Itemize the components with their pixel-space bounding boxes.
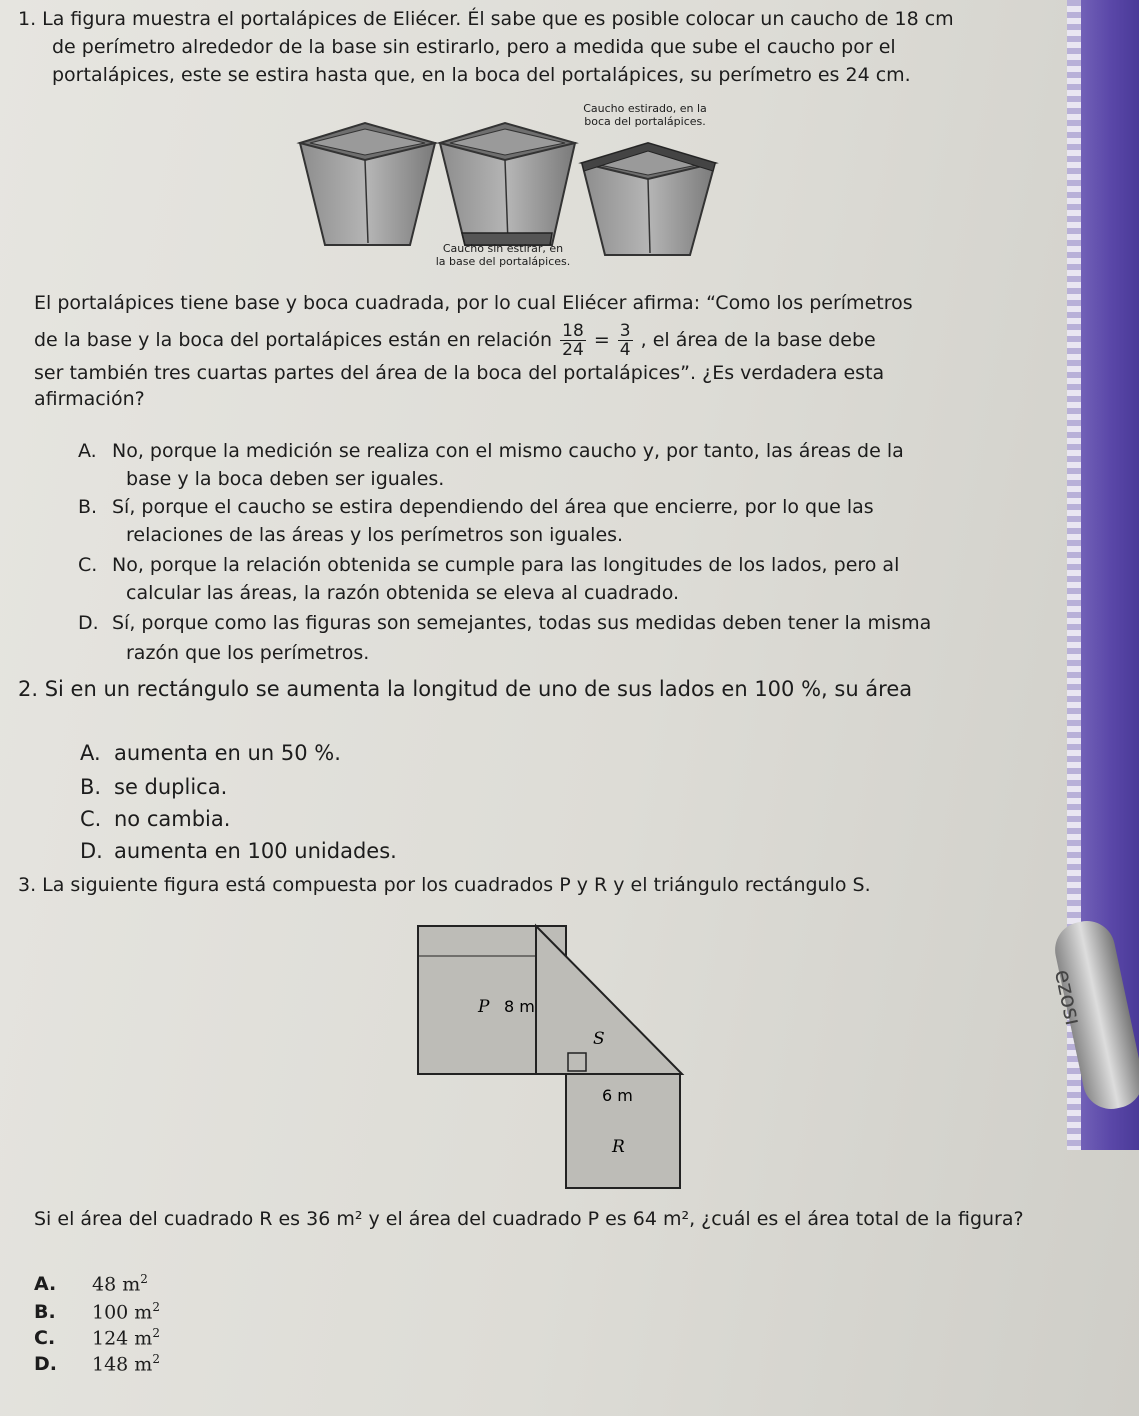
q1-option-a: A. No, porque la medición se realiza con el mismo caucho y, por tanto, las áreas de la [78, 440, 904, 462]
label-s: S [593, 1029, 605, 1049]
caption-stretched-rubber: Caucho estirado, en la boca del portalápices. [583, 102, 707, 128]
q2-stem: 2. Si en un rectángulo se aumenta la longitud de uno de sus lados en 100 %, su área [18, 677, 913, 701]
fraction-3-4: $\frac{3}{4}$ [619, 321, 631, 360]
q1-line-3: portalápices, este se estira hasta que, en la boca del portalápices, su perímetro es 24 cm. [52, 64, 911, 86]
q3-stem: 3. La siguiente figura está compuesta por los cuadrados P y R y el triángulo rectángulo S. [18, 874, 871, 896]
q1-paragraph-4: afirmación? [34, 388, 145, 410]
caption-unstretched-rubber: Caucho sin estirar, en la base del portalápices. [435, 242, 571, 268]
triangle-s [536, 926, 682, 1074]
q1-line-1: 1. La figura muestra el portalápices de Eliécer. Él sabe que es posible colocar un caucho de 18 cm [18, 8, 954, 30]
q3-option-a: A. 48 $m^2$ [34, 1272, 148, 1296]
q3-option-b: B. 100 $m^2$ [34, 1300, 160, 1324]
q1-paragraph-1: El portalápices tiene base y boca cuadrada, por lo cual Eliécer afirma: “Como los perímetros [34, 292, 913, 314]
q1-paragraph-2: de la base y la boca del portalápices están en relación $\frac{18}{24}$ = $\frac{3}{4}$ , el área de la base debe [34, 321, 876, 360]
pencil-holder-3 [582, 143, 715, 255]
q2-option-d: D. aumenta en 100 unidades. [80, 839, 397, 863]
q3-question: Si el área del cuadrado R es 36 m² y el área del cuadrado P es 64 m², ¿cuál es el área total de la figura? [34, 1208, 1024, 1230]
q3-option-c: C. 124 $m^2$ [34, 1326, 160, 1350]
label-8m: 8 m [504, 997, 535, 1016]
q1-option-c: C. No, porque la relación obtenida se cumple para las longitudes de los lados, pero al [78, 554, 900, 576]
q1-option-b: B. Sí, porque el caucho se estira dependiendo del área que encierre, por lo que las [78, 496, 874, 518]
q1-option-c-cont: calcular las áreas, la razón obtenida se eleva al cuadrado. [126, 582, 680, 604]
q2-option-a: A. aumenta en un 50 %. [80, 741, 341, 765]
label-p: P [478, 997, 490, 1017]
pencil-holder-2 [440, 123, 575, 245]
q1-paragraph-3: ser también tres cuartas partes del área de la boca del portalápices”. ¿Es verdadera esta [34, 362, 885, 384]
pencil-holder-1 [300, 123, 435, 245]
q1-option-d-cont: razón que los perímetros. [126, 642, 370, 664]
q1-option-b-cont: relaciones de las áreas y los perímetros son iguales. [126, 524, 624, 546]
q3-option-d: D. 148 $m^2$ [34, 1352, 160, 1376]
zipper-label: ezosı [1048, 967, 1085, 1028]
label-r: R [612, 1137, 625, 1157]
q2-option-b: B. se duplica. [80, 775, 228, 799]
q2-option-c: C. no cambia. [80, 807, 231, 831]
q1-option-a-cont: base y la boca deben ser iguales. [126, 468, 445, 490]
label-6m: 6 m [602, 1086, 633, 1105]
fraction-18-24: $\frac{18}{24}$ [562, 321, 584, 360]
q1-line-2: de perímetro alrededor de la base sin estirarlo, pero a medida que sube el caucho por el [52, 36, 896, 58]
composite-figure [410, 920, 690, 1192]
q1-option-d: D. Sí, porque como las figuras son semejantes, todas sus medidas deben tener la misma [78, 612, 932, 634]
